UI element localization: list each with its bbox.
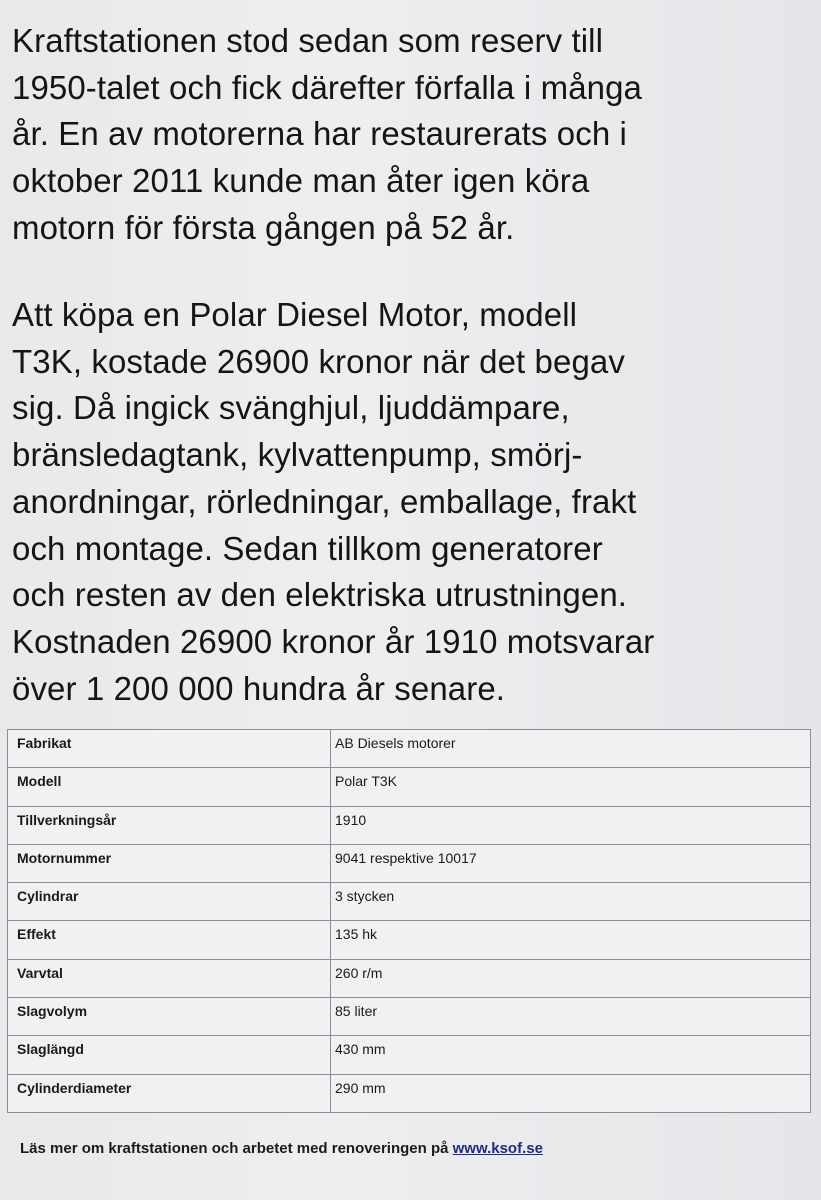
table-row xyxy=(8,959,811,997)
spec-label: Fabrikat xyxy=(8,730,331,768)
spec-label: Tillverkningsår xyxy=(8,806,331,844)
spec-value: 85 liter xyxy=(331,998,811,1036)
text-line: bränsledagtank, kylvattenpump, smörj- xyxy=(12,436,583,474)
text-line: och resten av den elektriska utrustningen. xyxy=(12,576,628,614)
spec-value: 260 r/m xyxy=(331,959,811,997)
text-line: oktober 2011 kunde man åter igen köra xyxy=(12,162,590,200)
spec-label: Slaglängd xyxy=(8,1036,331,1074)
spec-label: Slagvolym xyxy=(8,998,331,1036)
table-row xyxy=(8,998,811,1036)
table-row xyxy=(8,806,811,844)
text-line: Kraftstationen stod sedan som reserv till xyxy=(12,22,604,59)
table-row xyxy=(8,730,811,768)
table-row xyxy=(8,883,811,921)
website-link[interactable]: www.ksof.se xyxy=(452,1140,543,1157)
spec-label: Varvtal xyxy=(8,959,331,997)
paragraph-cost xyxy=(12,292,812,712)
table-row xyxy=(8,1036,811,1074)
text-line: och montage. Sedan tillkom generatorer xyxy=(12,529,603,567)
spec-value: 135 hk xyxy=(331,921,811,959)
table-row xyxy=(8,768,811,806)
table-row xyxy=(8,921,811,959)
spec-value: 9041 respektive 10017 xyxy=(331,844,811,882)
spec-label: Cylindrar xyxy=(8,883,331,921)
text-line: Att köpa en Polar Diesel Motor, modell xyxy=(12,296,578,333)
footer-note xyxy=(20,1140,543,1157)
table-row xyxy=(8,844,811,882)
text-line: över 1 200 000 hundra år senare. xyxy=(12,669,506,707)
spec-label: Modell xyxy=(8,768,331,806)
text-line: år. En av motorerna har restaurerats och i xyxy=(12,115,627,153)
spec-label: Cylinderdiameter xyxy=(8,1074,331,1112)
text-line: motorn för första gången på 52 år. xyxy=(12,208,515,246)
spec-value: 430 mm xyxy=(331,1036,811,1074)
spec-value: AB Diesels motorer xyxy=(331,730,811,768)
text-line: T3K, kostade 26900 kronor när det begav xyxy=(12,342,625,380)
spec-table xyxy=(7,729,811,1113)
table-row xyxy=(8,1074,811,1112)
text-line: 1950-talet och fick därefter förfalla i många xyxy=(12,68,643,106)
text-line: sig. Då ingick svänghjul, ljuddämpare, xyxy=(12,389,570,427)
paragraph-history xyxy=(12,18,812,252)
spec-value: 290 mm xyxy=(331,1074,811,1112)
spec-value: 3 stycken xyxy=(331,883,811,921)
footer-text: Läs mer om kraftstationen och arbetet med renoveringen på xyxy=(20,1140,449,1157)
text-line: anordningar, rörledningar, emballage, frakt xyxy=(12,482,637,520)
spec-label: Effekt xyxy=(8,921,331,959)
spec-label: Motornummer xyxy=(8,844,331,882)
spec-value: Polar T3K xyxy=(331,768,811,806)
text-line: Kostnaden 26900 kronor år 1910 motsvarar xyxy=(12,622,655,660)
spec-value: 1910 xyxy=(331,806,811,844)
